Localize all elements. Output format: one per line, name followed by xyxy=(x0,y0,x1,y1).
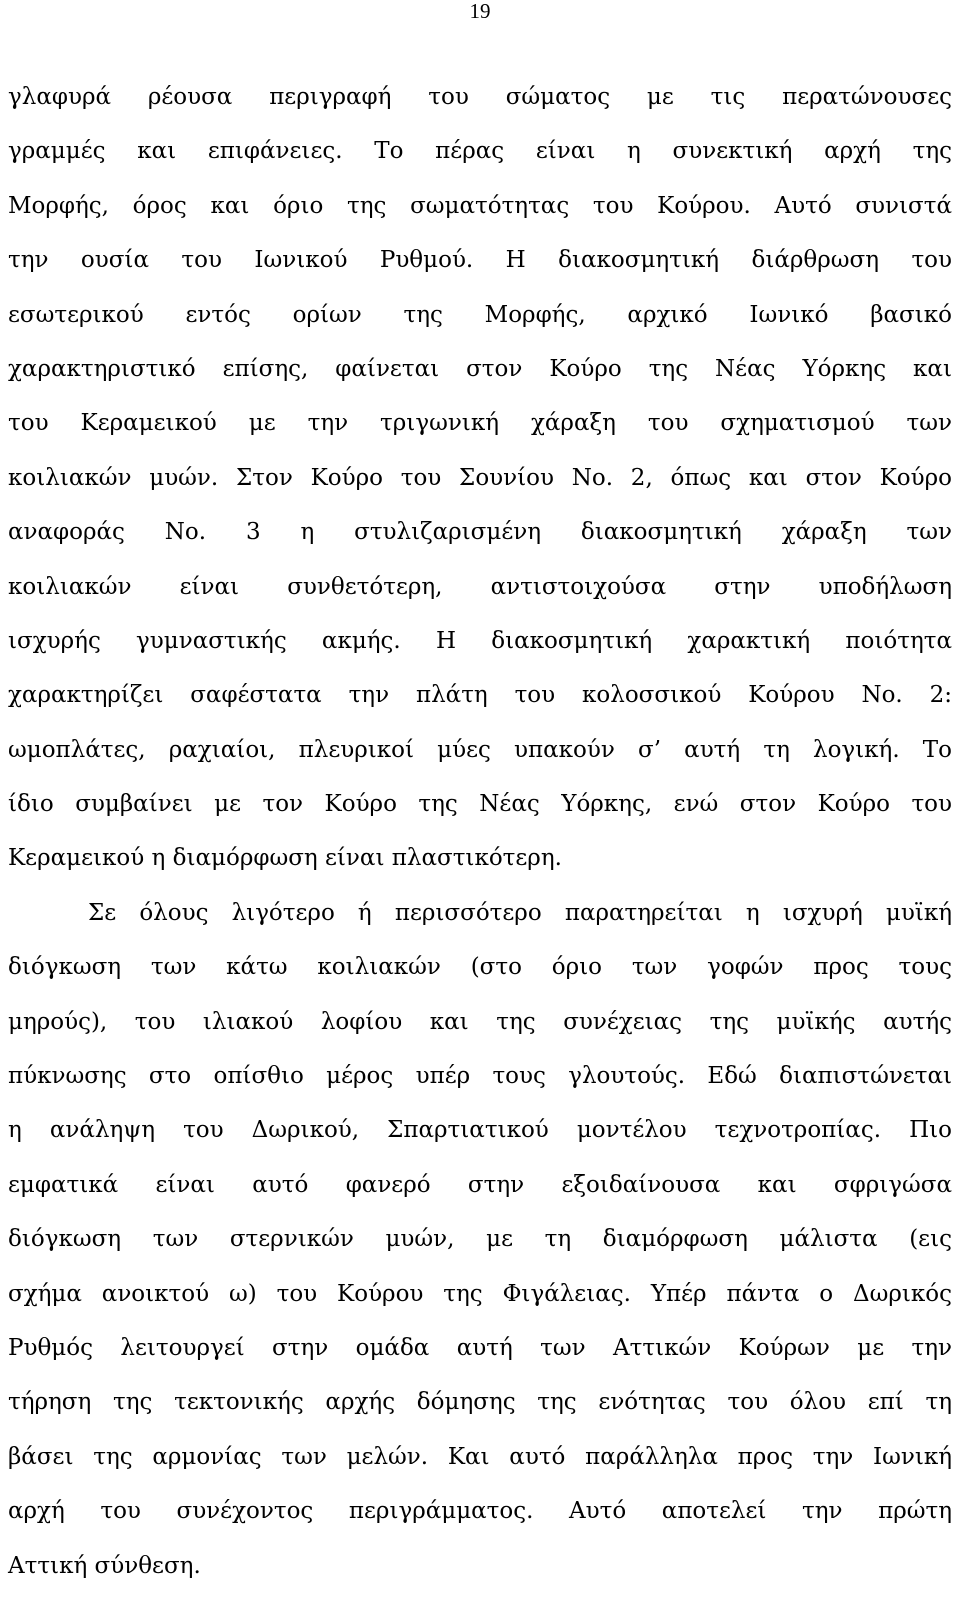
body-text xyxy=(8,70,952,1593)
text-line: διόγκωση των στερνικών μυών, με τη διαμόρφωση μάλιστα (εις xyxy=(8,1226,952,1253)
text-line: Αττική σύνθεση. xyxy=(8,1552,201,1579)
text-line: διόγκωση των κάτω κοιλιακών (στο όριο των γοφών προς τους xyxy=(8,954,952,981)
text-line: χαρακτηρίζει σαφέστατα την πλάτη του κολοσσικού Κούρου Νο. 2: xyxy=(8,682,952,709)
text-line: εμφατικά είναι αυτό φανερό στην εξοιδαίνουσα και σφριγώσα xyxy=(8,1171,952,1198)
text-line: του Κεραμεικού με την τριγωνική χάραξη του σχηματισμού των xyxy=(8,410,952,437)
text-line: Μορφής, όρος και όριο της σωματότητας του Κούρου. Αυτό συνιστά xyxy=(8,192,952,219)
text-line: μηρούς), του ιλιακού λοφίου και της συνέχειας της μυϊκής αυτής xyxy=(8,1008,952,1035)
text-line: αρχή του συνέχοντος περιγράμματος. Αυτό αποτελεί την πρώτη xyxy=(8,1498,952,1525)
text-line: Ρυθμός λειτουργεί στην ομάδα αυτή των Αττικών Κούρων με την xyxy=(8,1334,952,1361)
text-line: γραμμές και επιφάνειες. Το πέρας είναι η συνεκτική αρχή της xyxy=(8,138,952,165)
text-line: γλαφυρά ρέουσα περιγραφή του σώματος με τις περατώνουσες xyxy=(8,84,952,110)
text-line: Κεραμεικού η διαμόρφωση είναι πλαστικότερη. xyxy=(8,845,562,872)
text-line: τήρηση της τεκτονικής αρχής δόμησης της ενότητας του όλου επί τη xyxy=(8,1389,952,1416)
page-number: 19 xyxy=(469,0,491,23)
text-line: Σε όλους λιγότερο ή περισσότερο παρατηρείται η ισχυρή μυϊκή xyxy=(88,899,952,926)
text-line: ίδιο συμβαίνει με τον Κούρο της Νέας Υόρκης, ενώ στον Κούρο του xyxy=(8,791,952,818)
text-line: κοιλιακών είναι συνθετότερη, αντιστοιχούσα στην υποδήλωση xyxy=(8,573,952,600)
text-line: κοιλιακών μυών. Στον Κούρο του Σουνίου Νο. 2, όπως και στον Κούρο xyxy=(8,464,952,491)
paragraph-1 xyxy=(8,70,952,886)
text-line: πύκνωσης στο οπίσθιο μέρος υπέρ τους γλουτούς. Εδώ διαπιστώνεται xyxy=(8,1063,952,1090)
text-line: σχήμα ανοικτού ω) του Κούρου της Φιγάλειας. Υπέρ πάντα ο Δωρικός xyxy=(8,1280,952,1307)
paragraph-2 xyxy=(8,886,952,1593)
text-line: ωμοπλάτες, ραχιαίοι, πλευρικοί μύες υπακούν σ’ αυτή τη λογική. Το xyxy=(8,736,952,763)
text-line: εσωτερικού εντός ορίων της Μορφής, αρχικό Ιωνικό βασικό xyxy=(8,301,952,328)
text-line: την ουσία του Ιωνικού Ρυθμού. Η διακοσμητική διάρθρωση του xyxy=(8,247,952,274)
text-line: ισχυρής γυμναστικής ακμής. Η διακοσμητική χαρακτική ποιότητα xyxy=(8,627,952,654)
text-line: βάσει της αρμονίας των μελών. Και αυτό παράλληλα προς την Ιωνική xyxy=(8,1443,952,1470)
text-line: η ανάληψη του Δωρικού, Σπαρτιατικού μοντέλου τεχνοτροπίας. Πιο xyxy=(8,1117,952,1144)
text-line: αναφοράς Νο. 3 η στυλιζαρισμένη διακοσμητική χάραξη των xyxy=(8,519,952,546)
text-line: χαρακτηριστικό επίσης, φαίνεται στον Κούρο της Νέας Υόρκης και xyxy=(8,355,952,382)
